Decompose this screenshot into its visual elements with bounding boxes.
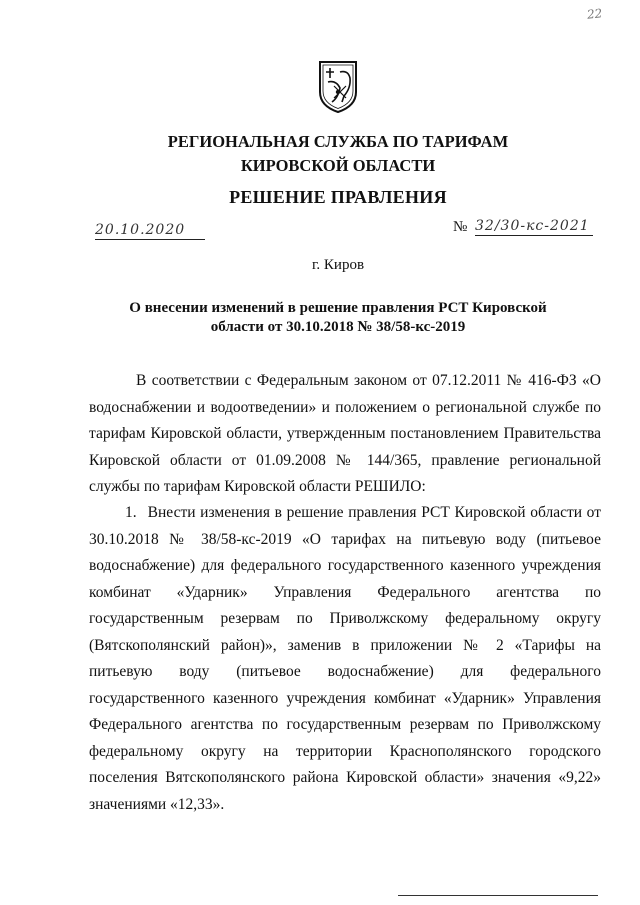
bottom-divider xyxy=(398,895,598,896)
number-sign: № xyxy=(453,219,468,235)
item-1-number: 1. xyxy=(125,504,137,521)
organization-name-line1: РЕГИОНАЛЬНАЯ СЛУЖБА ПО ТАРИФАМ xyxy=(167,132,509,151)
item-1-paragraph xyxy=(89,500,601,818)
decision-title: РЕШЕНИЕ ПРАВЛЕНИЯ xyxy=(229,187,447,207)
decision-number: 32/30-кс-2021 xyxy=(475,218,593,236)
subject-line1: О внесении изменений в решение правления РСТ Кировской xyxy=(129,300,547,316)
preamble-paragraph: В соответствии с Федеральным законом от 07.12.2011 № 416-ФЗ «О водоснабжении и водоотведении» и положением о региональной службе по тарифам Кировской области, утвержденным постановлением Правительства Кировской области от 01.09.2008 № 144/365, правление региональной службы по тарифам Кировской области РЕШИЛО: xyxy=(89,372,601,495)
subject-line2: области от 30.10.2018 № 38/58-кс-2019 xyxy=(210,319,466,335)
coat-of-arms-icon xyxy=(314,58,362,114)
decision-date: 20.10.2020 xyxy=(95,222,205,240)
decision-subject xyxy=(120,299,556,337)
organization-name-line2: КИРОВСКОЙ ОБЛАСТИ xyxy=(240,156,436,175)
corner-page-mark: 22 xyxy=(586,6,603,22)
item-1-text: Внести изменения в решение правления РСТ Кировской области от 30.10.2018 № 38/58-кс-2019 «О тарифах на питьевую воду (питьевое водоснабжение) для федерального государственного казенного учреждения комбинат «Ударник» Управления Федерального агентства по государственным резервам по Приволжскому федеральному округу (Вятскополянский район)», заменив в приложении № 2 «Тарифы на питьевую воду (питьевое водоснабжение) для федерального государственного казенного учреждения комбинат «Ударник» Управления Федерального агентства по государственным резервам по Приволжскому федеральному округу на территории Краснополянского городского поселения Вятскополянского района Кировской области» значения «9,22» значениями «12,33». xyxy=(89,504,602,813)
city: г. Киров xyxy=(311,257,365,273)
